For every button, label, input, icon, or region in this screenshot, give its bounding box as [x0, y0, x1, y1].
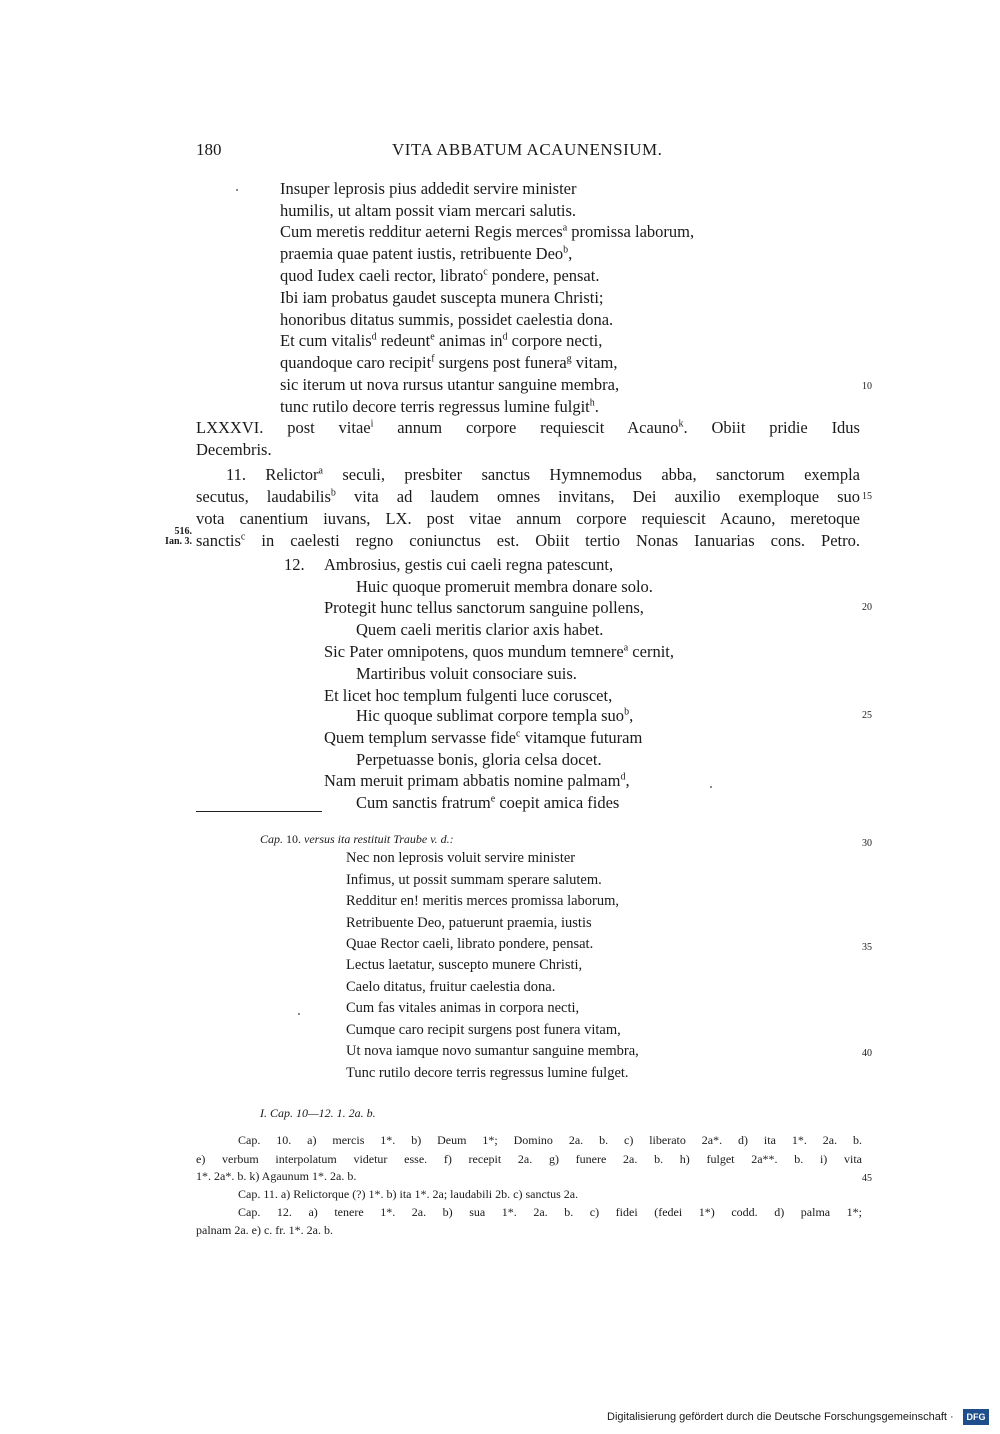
verse-line: Ibi iam probatus gaudet suscepta munera Christi;	[280, 288, 604, 307]
note-verse-line: Retribuente Deo, patuerunt praemia, iustis	[346, 915, 592, 931]
apparatus-siglum: I. Cap. 10—12. 1. 2a. b.	[260, 1106, 376, 1120]
verse-line: tunc rutilo decore terris regressus lumine fulgit$^h$.	[280, 397, 599, 416]
margin-day: Ian. 3.	[165, 536, 192, 547]
poem-number: 12.	[284, 555, 305, 574]
note-verse-line: Quae Rector caeli, librato pondere, pensat.	[346, 936, 594, 952]
page-number: 180	[196, 140, 222, 159]
note-verse-line: Cum fas vitales animas in corpora necti,	[346, 1000, 580, 1016]
apparatus-line: Cap. 12. a) tenere 1*. 2a. b) sua 1*. 2a. b. c) fidei (fedei 1*) codd. d) palma 1*;	[238, 1205, 862, 1219]
verse-line: honoribus ditatus summis, possidet caelestia dona.	[280, 310, 614, 329]
line-number: 40	[862, 1048, 872, 1059]
entry-11-line: vota canentium iuvans, LX. post vitae annum corpore requiescit Acauno, meretoque	[196, 509, 860, 528]
verse-line: Ambrosius, gestis cui caeli regna patescunt,	[324, 555, 614, 574]
apparatus-line: palnam 2a. e) c. fr. 1*. 2a. b.	[196, 1223, 333, 1237]
note-verse-line: Redditur en! meritis merces promissa laborum,	[346, 893, 620, 909]
verse-line: Cum sanctis fratrum$^e$ coepit amica fides	[356, 793, 620, 812]
note-verse-line: Nec non leprosis voluit servire minister	[346, 850, 576, 866]
verse-line: Perpetuasse bonis, gloria celsa docet.	[356, 750, 602, 769]
verse-line: Sic Pater omnipotens, quos mundum temnere$^a$ cernit,	[324, 642, 674, 661]
apparatus-line: 1*. 2a*. b. k) Agaunum 1*. 2a. b.	[196, 1169, 357, 1183]
verse-line: Protegit hunc tellus sanctorum sanguine pollens,	[324, 598, 644, 617]
note-verse-line: Ut nova iamque novo sumantur sanguine membra,	[346, 1043, 639, 1059]
line-number: 15	[862, 491, 872, 502]
verse-line: Hic quoque sublimat corpore templa suo$^b$,	[356, 706, 634, 725]
apparatus-line: Cap. 11. a) Relictorque (?) 1*. b) ita 1*. 2a; laudabili 2b. c) sanctus 2a.	[238, 1187, 579, 1201]
entry-11-line: secutus, laudabilis$^b$ vita ad laudem omnes invitans, Dei auxilio exemploque suo	[196, 487, 860, 506]
verse-line: Insuper leprosis pius addedit servire minister	[280, 179, 577, 198]
footnote-divider	[196, 811, 322, 812]
verse-line: Nam meruit primam abbatis nomine palmam$^d$,	[324, 771, 630, 790]
verse-line: Quem templum servasse fide$^c$ vitamque futuram	[324, 728, 643, 747]
dfg-logo: DFG	[963, 1409, 989, 1425]
verse-line: Et licet hoc templum fulgenti luce coruscet,	[324, 686, 613, 705]
verse-line: Et cum vitalis$^d$ redeunt$^e$ animas $in^d$ corpore necti,	[280, 331, 603, 350]
verse-line: sic iterum ut nova rursus utantur sanguine membra,	[280, 375, 620, 394]
scan-speck	[710, 786, 712, 788]
verse-line: Martiribus voluit consociare suis.	[356, 664, 577, 683]
note-heading: Cap. 10. versus ita restituit Traube v. d.:	[260, 832, 454, 846]
margin-date	[156, 527, 192, 547]
verse-line: quod Iudex caeli rector, librato$^c$ pondere, pensat.	[280, 266, 600, 285]
verse-line: Cum meretis redditur aeterni Regis merces$^a$ promissa laborum,	[280, 222, 695, 241]
line-number: 20	[862, 602, 872, 613]
scan-speck	[236, 189, 238, 191]
verse-line: Huic quoque promeruit membra donare solo.	[356, 577, 653, 596]
apparatus-line: e) verbum interpolatum videtur esse. f) recepit 2a. g) funere 2a. b. h) fulget 2a**. b. i) vita	[196, 1152, 862, 1166]
verse-line: quandoque caro recipit$^f$ surgens post funera$^g$ vitam,	[280, 353, 618, 372]
margin-year: 516.	[174, 526, 192, 537]
entry-lxxxvi-line: LXXXVI. post vitae$^i$ annum corpore requiescit Acauno$^k$. Obiit pridie Idus	[196, 418, 860, 437]
digitization-credit: Digitalisierung gefördert durch die Deutsche Forschungsgemeinschaft ·	[607, 1411, 954, 1423]
line-number: 30	[862, 838, 872, 849]
apparatus-line: Cap. 10. a) mercis 1*. b) Deum 1*; Domino 2a. b. c) liberato 2a*. d) ita 1*. 2a. b.	[238, 1133, 862, 1147]
entry-11-line: sanctis$^c$ in caelesti regno coniunctus est. Obiit tertio Nonas Ianuarias cons. Petro.	[196, 531, 860, 550]
entry-11-line: 11. Relictor$^a$ seculi, presbiter sanctus Hymnemodus abba, sanctorum exempla	[226, 465, 860, 484]
note-verse-line: Infimus, ut possit summam sperare salutem.	[346, 872, 602, 888]
verse-line: Quem caeli meritis clarior axis habet.	[356, 620, 604, 639]
line-number: 25	[862, 710, 872, 721]
note-verse-line: Caelo ditatus, fruitur caelestia dona.	[346, 979, 556, 995]
line-number: 35	[862, 942, 872, 953]
verse-line: praemia quae patent iustis, retribuente Deo$^b$,	[280, 244, 573, 263]
line-number: 10	[862, 381, 872, 392]
note-verse-line: Tunc rutilo decore terris regressus lumine fulget.	[346, 1065, 629, 1081]
note-verse-line: Lectus laetatur, suscepto munere Christi,	[346, 957, 583, 973]
verse-line: humilis, ut altam possit viam mercari salutis.	[280, 201, 577, 220]
entry-lxxxvi-line: Decembris.	[196, 440, 272, 459]
scan-speck	[298, 1013, 300, 1015]
note-verse-line: Cumque caro recipit surgens post funera vitam,	[346, 1022, 621, 1038]
line-number: 45	[862, 1173, 872, 1184]
running-title: VITA ABBATUM ACAUNENSIUM.	[392, 140, 663, 159]
